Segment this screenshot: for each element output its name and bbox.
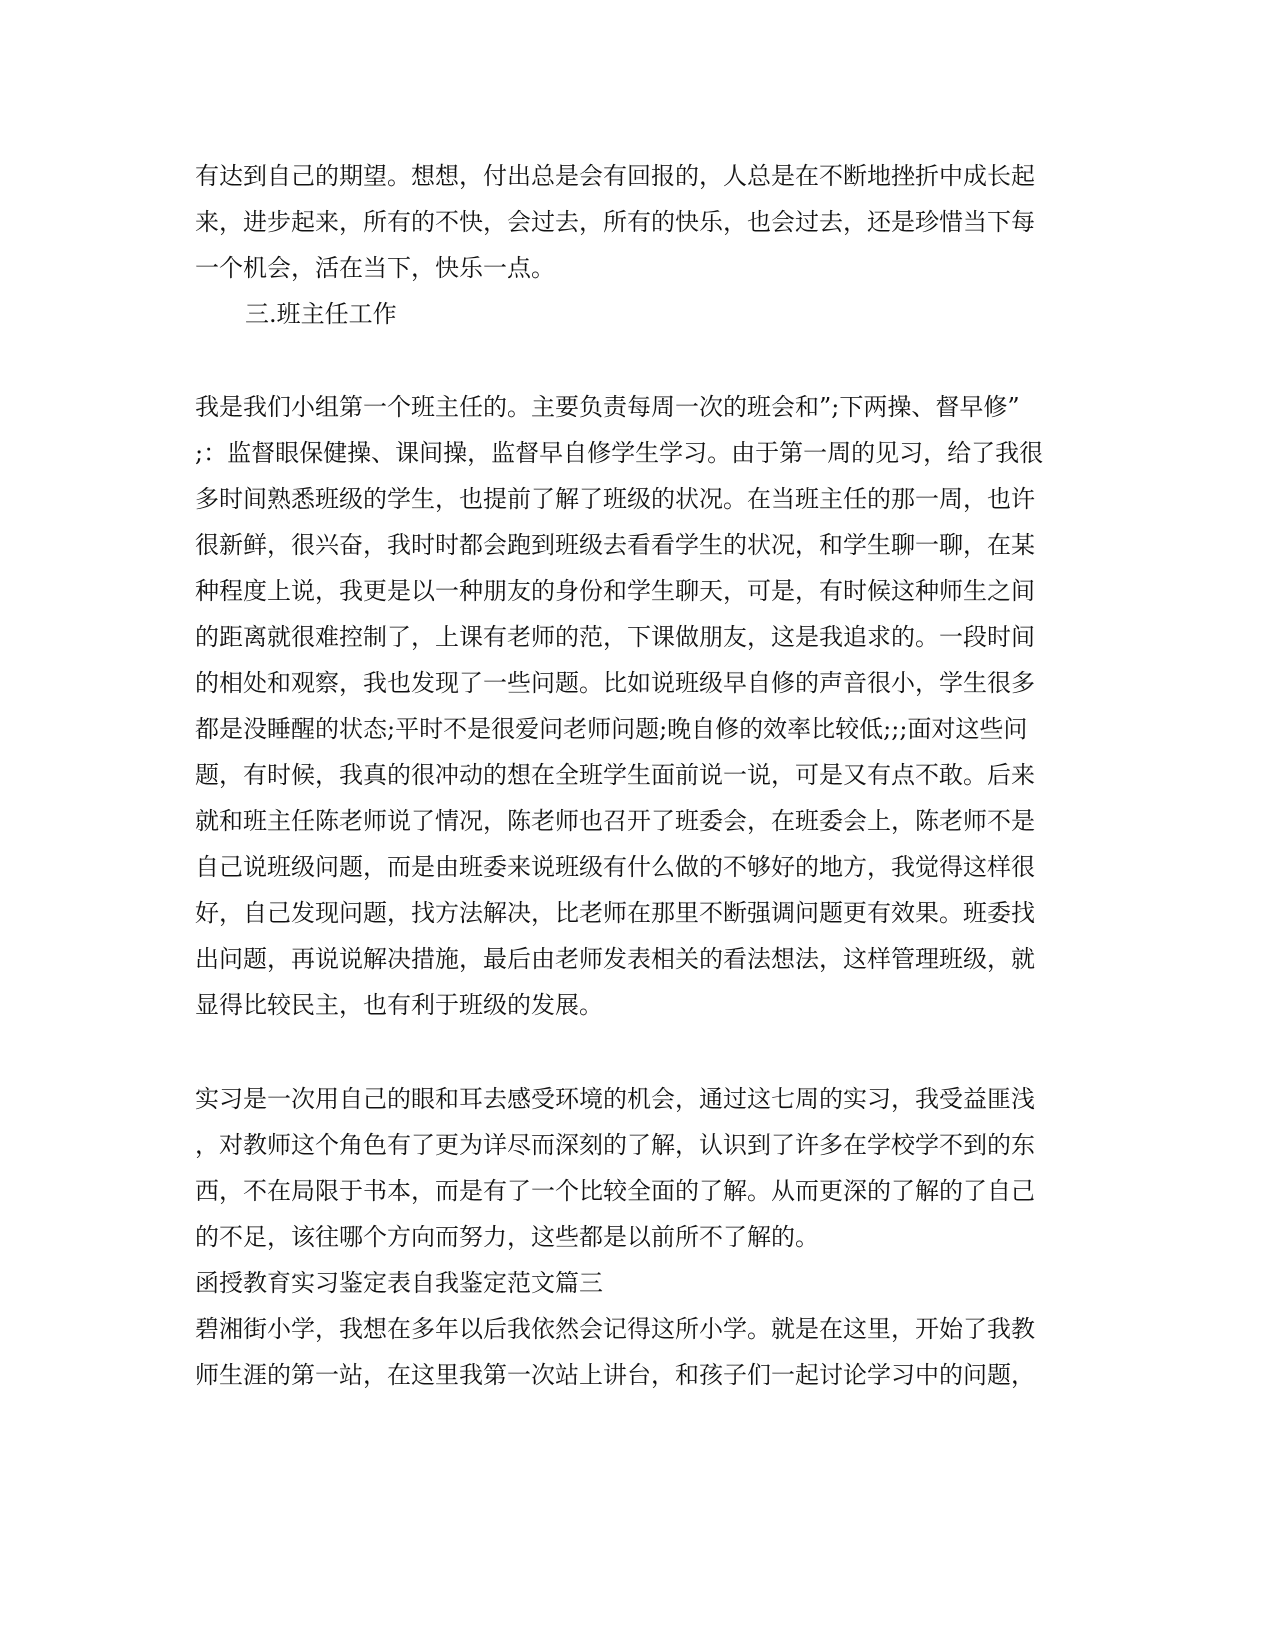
paragraph-line: 的距离就很难控制了，上课有老师的范，下课做朋友，这是我追求的。一段时间 <box>195 623 1035 651</box>
paragraph-line: 题，有时候，我真的很冲动的想在全班学生面前说一说，可是又有点不敢。后来 <box>195 761 1035 789</box>
paragraph-line: 一个机会，活在当下，快乐一点。 <box>195 254 555 282</box>
paragraph-line: 西，不在局限于书本，而是有了一个比较全面的了解。从而更深的了解的了自己 <box>195 1177 1035 1205</box>
paragraph-line: 自己说班级问题，而是由班委来说班级有什么做的不够好的地方，我觉得这样很 <box>195 853 1035 881</box>
paragraph-line: ;：监督眼保健操、课间操，监督早自修学生学习。由于第一周的见习，给了我很 <box>195 439 1044 467</box>
paragraph-line: ，对教师这个角色有了更为详尽而深刻的了解，认识到了许多在学校学不到的东 <box>195 1131 1035 1159</box>
paragraph-line: 我是我们小组第一个班主任的。主要负责每周一次的班会和”;下两操、督早修” <box>195 393 1020 421</box>
paragraph-line: 好，自己发现问题，找方法解决，比老师在那里不断强调问题更有效果。班委找 <box>195 899 1035 927</box>
paragraph-line: 有达到自己的期望。想想，付出总是会有回报的，人总是在不断地挫折中成长起 <box>195 162 1035 190</box>
paragraph-line: 就和班主任陈老师说了情况，陈老师也召开了班委会，在班委会上，陈老师不是 <box>195 807 1035 835</box>
paragraph-line: 出问题，再说说解决措施，最后由老师发表相关的看法想法，这样管理班级，就 <box>195 945 1035 973</box>
paragraph-line: 的相处和观察，我也发现了一些问题。比如说班级早自修的声音很小，学生很多 <box>195 669 1035 697</box>
paragraph-line: 很新鲜，很兴奋，我时时都会跑到班级去看看学生的状况，和学生聊一聊，在某 <box>195 531 1035 559</box>
paragraph-line: 都是没睡醒的状态;平时不是很爱问老师问题;晚自修的效率比较低;;;面对这些问 <box>195 715 1028 743</box>
paragraph-line: 来，进步起来，所有的不快，会过去，所有的快乐，也会过去，还是珍惜当下每 <box>195 208 1035 236</box>
paragraph-line: 实习是一次用自己的眼和耳去感受环境的机会，通过这七周的实习，我受益匪浅 <box>195 1085 1035 1113</box>
paragraph-line: 显得比较民主，也有利于班级的发展。 <box>195 991 603 1019</box>
paragraph-line: 多时间熟悉班级的学生，也提前了解了班级的状况。在当班主任的那一周，也许 <box>195 485 1035 513</box>
paragraph-line: 的不足，该往哪个方向而努力，这些都是以前所不了解的。 <box>195 1223 819 1251</box>
section-heading: 三.班主任工作 <box>245 300 397 328</box>
paragraph-line: 师生涯的第一站，在这里我第一次站上讲台，和孩子们一起讨论学习中的问题， <box>195 1361 1035 1389</box>
paragraph-line: 碧湘街小学，我想在多年以后我依然会记得这所小学。就是在这里，开始了我教 <box>195 1315 1035 1343</box>
paragraph-line: 种程度上说，我更是以一种朋友的身份和学生聊天，可是，有时候这种师生之间 <box>195 577 1035 605</box>
article-title: 函授教育实习鉴定表自我鉴定范文篇三 <box>195 1269 603 1297</box>
